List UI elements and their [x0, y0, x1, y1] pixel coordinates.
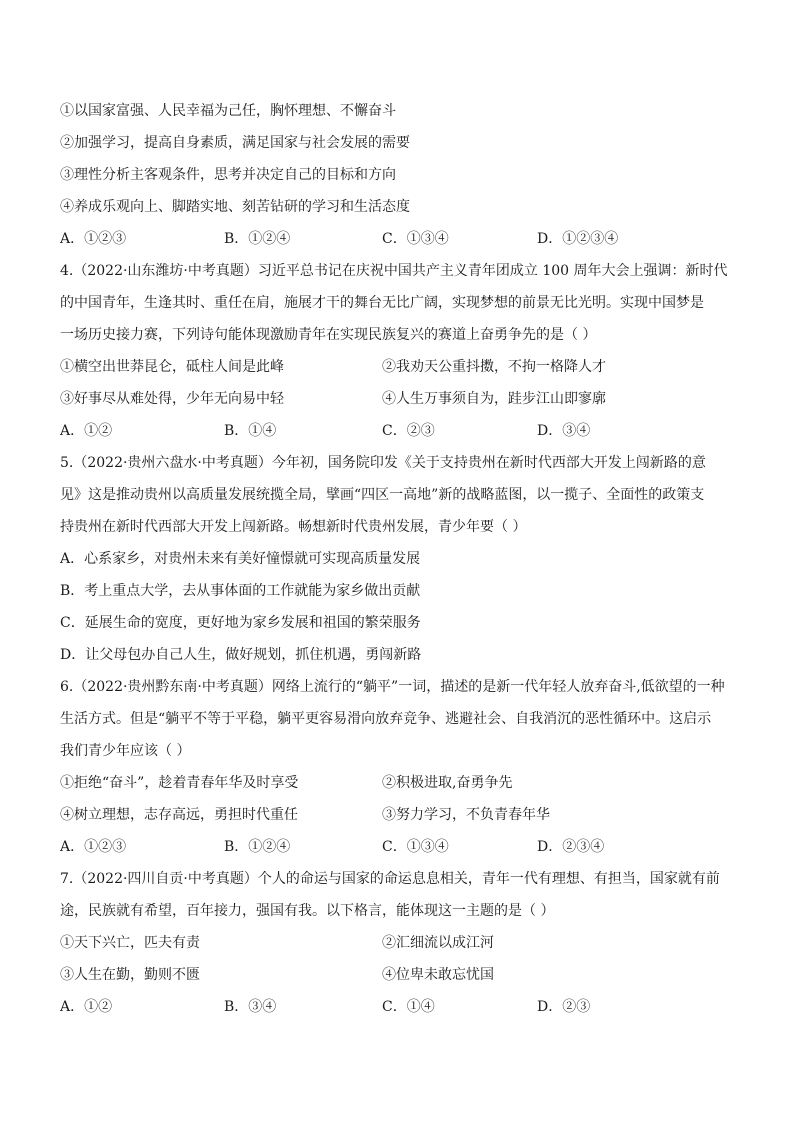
- q7-option-c: C．①④: [382, 999, 435, 1015]
- q5-stem-line-2: 见》这是推动贵州以高质量发展统揽全局，擘画“四区一高地”新的战略蓝图，以一揽子、全面性的政策支: [60, 487, 705, 503]
- q6-stem-line-3: 我们青少年应该（ ）: [60, 743, 191, 759]
- q3-item-1: ①以国家富强、人民幸福为己任，胸怀理想、不懈奋斗: [60, 103, 396, 119]
- q4-option-d: D．③④: [537, 423, 591, 439]
- q5-option-b: B．考上重点大学，去从事体面的工作就能为家乡做出贡献: [60, 583, 421, 599]
- q3-option-b: B．①②④: [224, 231, 291, 247]
- q7-item-3: ③人生在勤，勤则不匮: [60, 967, 200, 983]
- q3-item-2: ②加强学习，提高自身素质，满足国家与社会发展的需要: [60, 135, 410, 151]
- q6-option-c: C．①③④: [382, 839, 449, 855]
- q4-item-4: ④人生万事须自为，跬步江山即寥廓: [382, 391, 606, 407]
- q7-item-4: ④位卑未敢忘忧国: [382, 967, 494, 983]
- q4-stem-line-1: 4.（2022·山东潍坊·中考真题）习近平总书记在庆祝中国共产主义青年团成立 100 周年大会上强调：新时代: [60, 263, 728, 279]
- q7-stem-line-1: 7.（2022·四川自贡·中考真题）个人的命运与国家的命运息息相关，青年一代有理想、有担当，国家就有前: [60, 871, 720, 887]
- q6-item-2: ②积极进取,奋勇争先: [382, 775, 513, 791]
- q5-option-d: D．让父母包办自己人生，做好规划，抓住机遇，勇闯新路: [60, 647, 422, 663]
- q7-item-1: ①天下兴亡，匹夫有责: [60, 935, 200, 951]
- q6-stem-line-2: 生活方式。但是“躺平不等于平稳，躺平更容易滑向放弃竞争、逃避社会、自我消沉的恶性循环中。这启示: [60, 711, 712, 727]
- q7-option-a: A．①②: [60, 999, 113, 1015]
- q4-item-3: ③好事尽从难处得，少年无向易中轻: [60, 391, 284, 407]
- q3-option-a: A．①②③: [60, 231, 127, 247]
- q3-item-3: ③理性分析主客观条件，思考并决定自己的目标和方向: [60, 167, 396, 183]
- q4-stem-line-2: 的中国青年，生逢其时、重任在肩，施展才干的舞台无比广阔，实现梦想的前景无比光明。实现中国梦是: [60, 295, 704, 311]
- q4-stem-line-3: 一场历史接力赛，下列诗句能体现激励青年在实现民族复兴的赛道上奋勇争先的是（ ）: [60, 327, 597, 343]
- q6-item-1: ①拒绝“奋斗”，趁着青春年华及时享受: [60, 775, 299, 791]
- q7-stem-line-2: 途，民族就有希望，百年接力，强国有我。以下格言，能体现这一主题的是（ ）: [60, 903, 555, 919]
- q7-option-b: B．③④: [224, 999, 277, 1015]
- q6-stem-line-1: 6.（2022·贵州黔东南·中考真题）网络上流行的“躺平”一词，描述的是新一代年轻人放弃奋斗,低欲望的一种: [60, 679, 725, 695]
- q6-item-3: ③努力学习，不负青春年华: [382, 807, 550, 823]
- q4-option-b: B．①④: [224, 423, 277, 439]
- q3-option-c: C．①③④: [382, 231, 449, 247]
- q6-item-4: ④树立理想，志存高远，勇担时代重任: [60, 807, 298, 823]
- q5-option-a: A．心系家乡，对贵州未来有美好憧憬就可实现高质量发展: [60, 551, 421, 567]
- q7-item-2: ②汇细流以成江河: [382, 935, 494, 951]
- q6-option-b: B．①②④: [224, 839, 291, 855]
- q5-option-c: C．延展生命的宽度，更好地为家乡发展和祖国的繁荣服务: [60, 615, 421, 631]
- q4-option-a: A．①②: [60, 423, 113, 439]
- q6-option-d: D．②③④: [537, 839, 605, 855]
- q3-item-4: ④养成乐观向上、脚踏实地、刻苦钻研的学习和生活态度: [60, 199, 410, 215]
- q3-option-d: D．①②③④: [537, 231, 619, 247]
- q4-item-2: ②我劝天公重抖擞，不拘一格降人才: [382, 359, 606, 375]
- q7-option-d: D．②③: [537, 999, 591, 1015]
- q6-option-a: A．①②③: [60, 839, 127, 855]
- q5-stem-line-1: 5.（2022·贵州六盘水·中考真题）今年初，国务院印发《关于支持贵州在新时代西部大开发上闯新路的意: [60, 455, 706, 471]
- q4-option-c: C．②③: [382, 423, 435, 439]
- q4-item-1: ①横空出世莽昆仑，砥柱人间是此峰: [60, 359, 284, 375]
- q5-stem-line-3: 持贵州在新时代西部大开发上闯新路。畅想新时代贵州发展，青少年要（ ）: [60, 519, 527, 535]
